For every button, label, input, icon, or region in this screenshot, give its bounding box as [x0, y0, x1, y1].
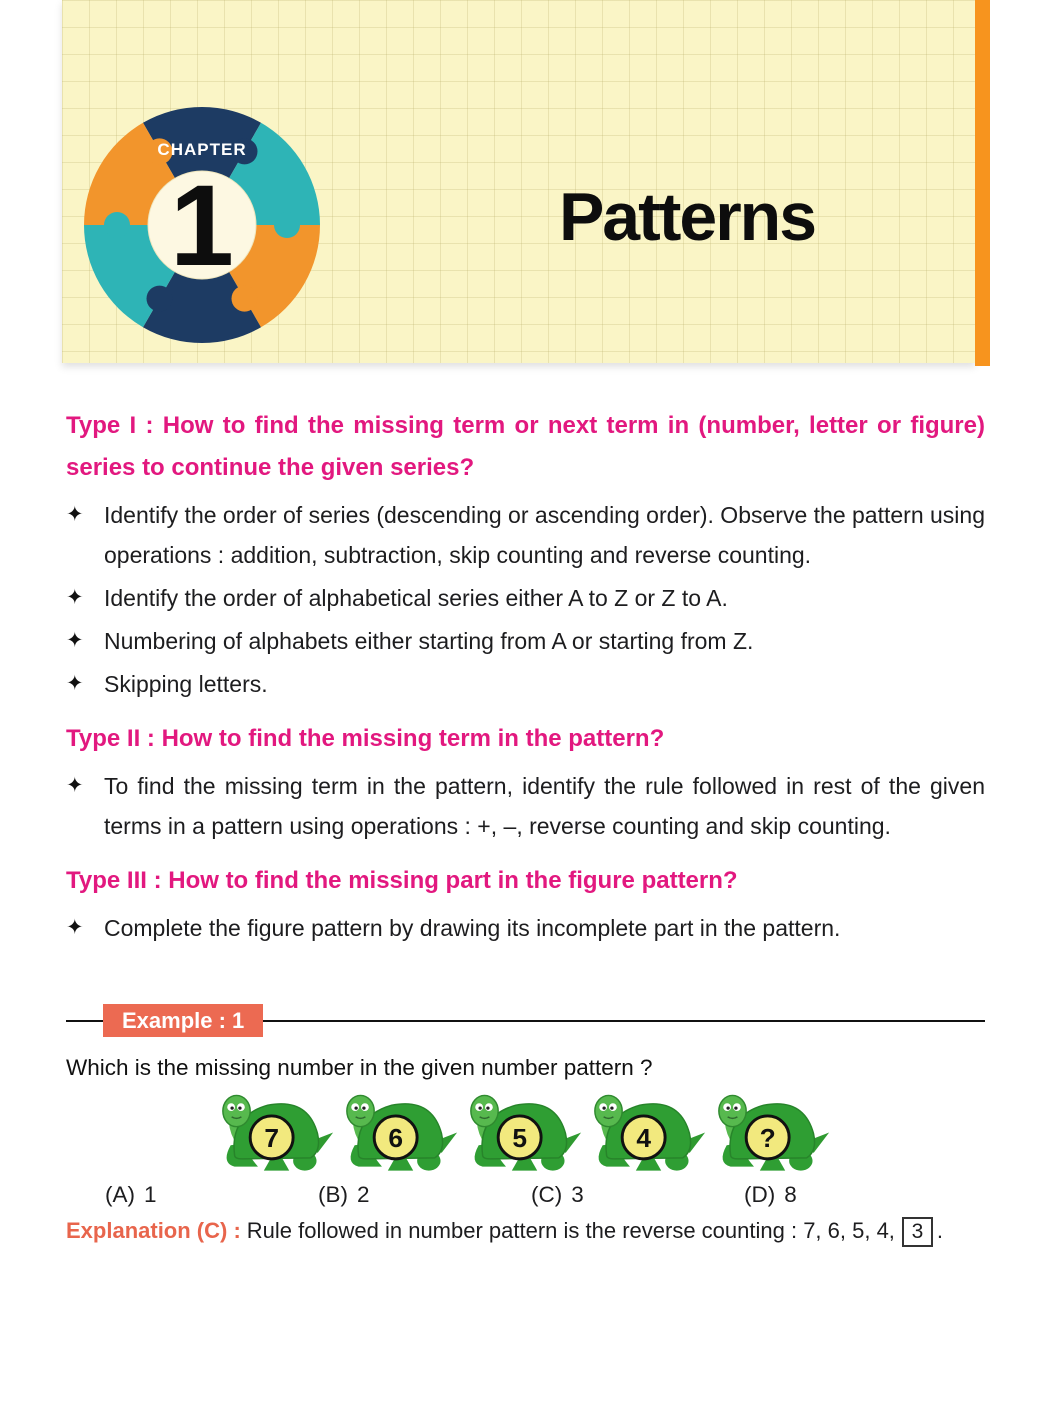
- example-question: Which is the missing number in the given number pattern ?: [66, 1055, 653, 1080]
- header-accent-bar: [975, 0, 990, 366]
- turtle-number: 7: [264, 1123, 279, 1154]
- turtle-icon: [341, 1090, 462, 1177]
- star-bullet-icon: ✦: [66, 672, 84, 695]
- chapter-label: CHAPTER: [157, 140, 247, 159]
- turtle-number: 5: [512, 1123, 527, 1154]
- point-text: Identify the order of alphabetical series either A to Z or Z to A.: [104, 585, 728, 611]
- option-letter: (C): [531, 1182, 563, 1207]
- turtle-number: ?: [759, 1123, 776, 1154]
- type-ii-heading: Type II : How to find the missing term in the pattern?: [66, 725, 665, 752]
- turtle-figure: [713, 1090, 834, 1177]
- point-text: Complete the figure pattern by drawing its incomplete part in the pattern.: [104, 915, 841, 941]
- star-bullet-icon: ✦: [66, 916, 84, 939]
- chapter-header: [62, 0, 975, 363]
- turtle-number: 4: [636, 1123, 651, 1154]
- chapter-number: 1: [170, 162, 234, 290]
- turtle-icon: [589, 1090, 710, 1177]
- explanation-text: Rule followed in number pattern is the reverse counting : 7, 6, 5, 4,: [246, 1218, 895, 1243]
- section-type-1: [66, 405, 985, 704]
- turtle-icon: [713, 1090, 834, 1177]
- list-item: [66, 578, 985, 618]
- option-value: 2: [357, 1182, 370, 1207]
- list-item: [66, 766, 985, 846]
- page-content: [0, 363, 1050, 1247]
- star-bullet-icon: ✦: [66, 586, 84, 609]
- point-text: Identify the order of series (descending or ascending order). Observe the pattern using operations : addition, subtraction, skip counting and reverse counting.: [104, 502, 985, 568]
- option-value: 8: [784, 1182, 797, 1207]
- example-badge: Example : 1: [103, 1004, 263, 1037]
- option-b: [318, 1182, 531, 1208]
- list-item: [66, 621, 985, 661]
- explanation-label: Explanation (C) :: [66, 1218, 241, 1243]
- star-bullet-icon: ✦: [66, 503, 84, 526]
- chapter-puzzle-badge: [77, 100, 327, 350]
- point-text: To find the missing term in the pattern, identify the rule followed in rest of the given terms in a pattern using operations : +, –, reverse counting and skip counting.: [104, 773, 985, 839]
- turtle-figure: [589, 1090, 710, 1177]
- option-letter: (B): [318, 1182, 348, 1207]
- page-title: Patterns: [558, 179, 816, 255]
- turtle-figure: [465, 1090, 586, 1177]
- section-type-3: [66, 860, 985, 948]
- list-item: [66, 664, 985, 704]
- answer-box: 3: [902, 1217, 933, 1247]
- turtle-number: 6: [388, 1123, 403, 1154]
- turtle-figure: [341, 1090, 462, 1177]
- option-letter: (D): [744, 1182, 776, 1207]
- option-letter: (A): [105, 1182, 135, 1207]
- explanation: [66, 1217, 985, 1247]
- turtle-icon: [465, 1090, 586, 1177]
- turtle-row: [66, 1090, 985, 1177]
- star-bullet-icon: ✦: [66, 629, 84, 652]
- option-value: 3: [571, 1182, 584, 1207]
- options-row: [66, 1182, 985, 1208]
- example-header: [66, 1004, 985, 1038]
- type-i-heading: Type I : How to find the missing term or next term in (number, letter or figure) series to continue the given series?: [66, 412, 985, 481]
- option-c: [531, 1182, 744, 1208]
- puzzle-ring-icon: [77, 100, 327, 350]
- type-iii-points: [66, 908, 985, 948]
- star-bullet-icon: ✦: [66, 774, 84, 797]
- option-d: [744, 1182, 957, 1208]
- option-value: 1: [144, 1182, 157, 1207]
- type-iii-heading: Type III : How to find the missing part in the figure pattern?: [66, 867, 738, 894]
- turtle-icon: [217, 1090, 338, 1177]
- turtle-figure: [217, 1090, 338, 1177]
- option-a: [105, 1182, 318, 1208]
- type-i-points: [66, 495, 985, 704]
- type-ii-points: [66, 766, 985, 846]
- list-item: [66, 495, 985, 575]
- section-type-2: [66, 718, 985, 846]
- list-item: [66, 908, 985, 948]
- point-text: Numbering of alphabets either starting from A or starting from Z.: [104, 628, 754, 654]
- point-text: Skipping letters.: [104, 671, 268, 697]
- explanation-suffix: .: [936, 1218, 944, 1243]
